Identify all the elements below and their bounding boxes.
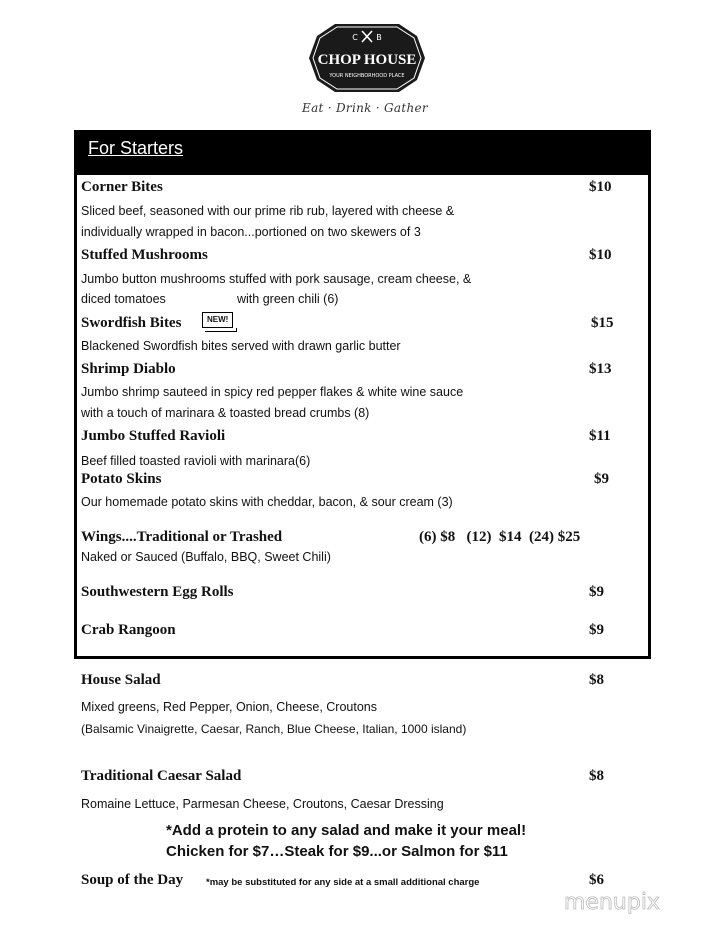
item-price: $11: [589, 428, 611, 444]
item-desc: Our homemade potato skins with cheddar, bacon, & sour cream (3): [81, 495, 453, 509]
item-name: Stuffed Mushrooms: [81, 247, 208, 263]
item-desc: with a touch of marinara & toasted bread crumbs (8): [81, 406, 370, 420]
logo-name: CHOP HOUSE: [317, 52, 417, 68]
item-price: $10: [589, 247, 612, 263]
item-name: Southwestern Egg Rolls: [81, 584, 234, 600]
item-name: Shrimp Diablo: [81, 361, 176, 377]
item-name: Crab Rangoon: [81, 622, 176, 638]
item-price: $9: [594, 471, 609, 487]
item-price: $8: [589, 768, 604, 784]
item-name: Traditional Caesar Salad: [81, 768, 242, 784]
item-name: House Salad: [81, 672, 161, 688]
item-price: $9: [589, 584, 604, 600]
protein-prices: Chicken for $7…Steak for $9...or Salmon for $11: [166, 843, 508, 860]
item-price: (6) $8 (12) $14 (24) $25: [419, 529, 581, 545]
logo-initial-right: B: [376, 33, 382, 42]
item-name: Soup of the Day: [81, 872, 184, 888]
item-name: Jumbo Stuffed Ravioli: [81, 428, 226, 444]
tagline: Eat · Drink · Gather: [302, 101, 428, 115]
item-desc: Beef filled toasted ravioli with marinara(6): [81, 454, 311, 468]
new-badge: NEW!: [202, 312, 233, 328]
chop-house-logo: [305, 22, 429, 94]
item-desc: Blackened Swordfish bites served with drawn garlic butter: [81, 339, 401, 353]
item-price: $8: [589, 672, 604, 688]
item-desc: individually wrapped in bacon...portioned on two skewers of 3: [81, 225, 421, 239]
item-desc: diced tomatoes: [81, 292, 166, 306]
item-name: Swordfish Bites: [81, 315, 182, 331]
watermark-text: menupix: [564, 890, 660, 915]
item-name: Corner Bites: [81, 179, 163, 195]
item-desc: with green chili (6): [237, 292, 339, 306]
section-header: [74, 130, 651, 174]
section-title: For Starters: [88, 138, 184, 158]
protein-note: *Add a protein to any salad and make it your meal!: [166, 822, 527, 839]
soup-note: *may be substituted for any side at a small additional charge: [206, 877, 480, 888]
item-desc: Romaine Lettuce, Parmesan Cheese, Croutons, Caesar Dressing: [81, 797, 444, 811]
item-desc: Naked or Sauced (Buffalo, BBQ, Sweet Chili): [81, 550, 331, 564]
logo-initial-left: C: [352, 33, 358, 42]
item-desc: Jumbo button mushrooms stuffed with pork sausage, cream cheese, &: [81, 272, 472, 286]
item-price: $10: [589, 179, 612, 195]
item-desc: Mixed greens, Red Pepper, Onion, Cheese, Croutons: [81, 700, 378, 714]
item-desc: Sliced beef, seasoned with our prime rib rub, layered with cheese &: [81, 204, 455, 218]
item-name: Potato Skins: [81, 471, 162, 487]
item-price: $6: [589, 872, 604, 888]
watermark: [562, 885, 682, 919]
item-name: Wings....Traditional or Trashed: [81, 529, 283, 545]
item-desc: (Balsamic Vinaigrette, Caesar, Ranch, Blue Cheese, Italian, 1000 island): [81, 722, 467, 736]
item-price: $13: [589, 361, 612, 377]
item-price: $15: [591, 315, 614, 331]
logo-subline: YOUR NEIGHBORHOOD PLACE: [329, 73, 405, 79]
item-desc: Jumbo shrimp sauteed in spicy red pepper flakes & white wine sauce: [81, 385, 464, 399]
item-price: $9: [589, 622, 604, 638]
